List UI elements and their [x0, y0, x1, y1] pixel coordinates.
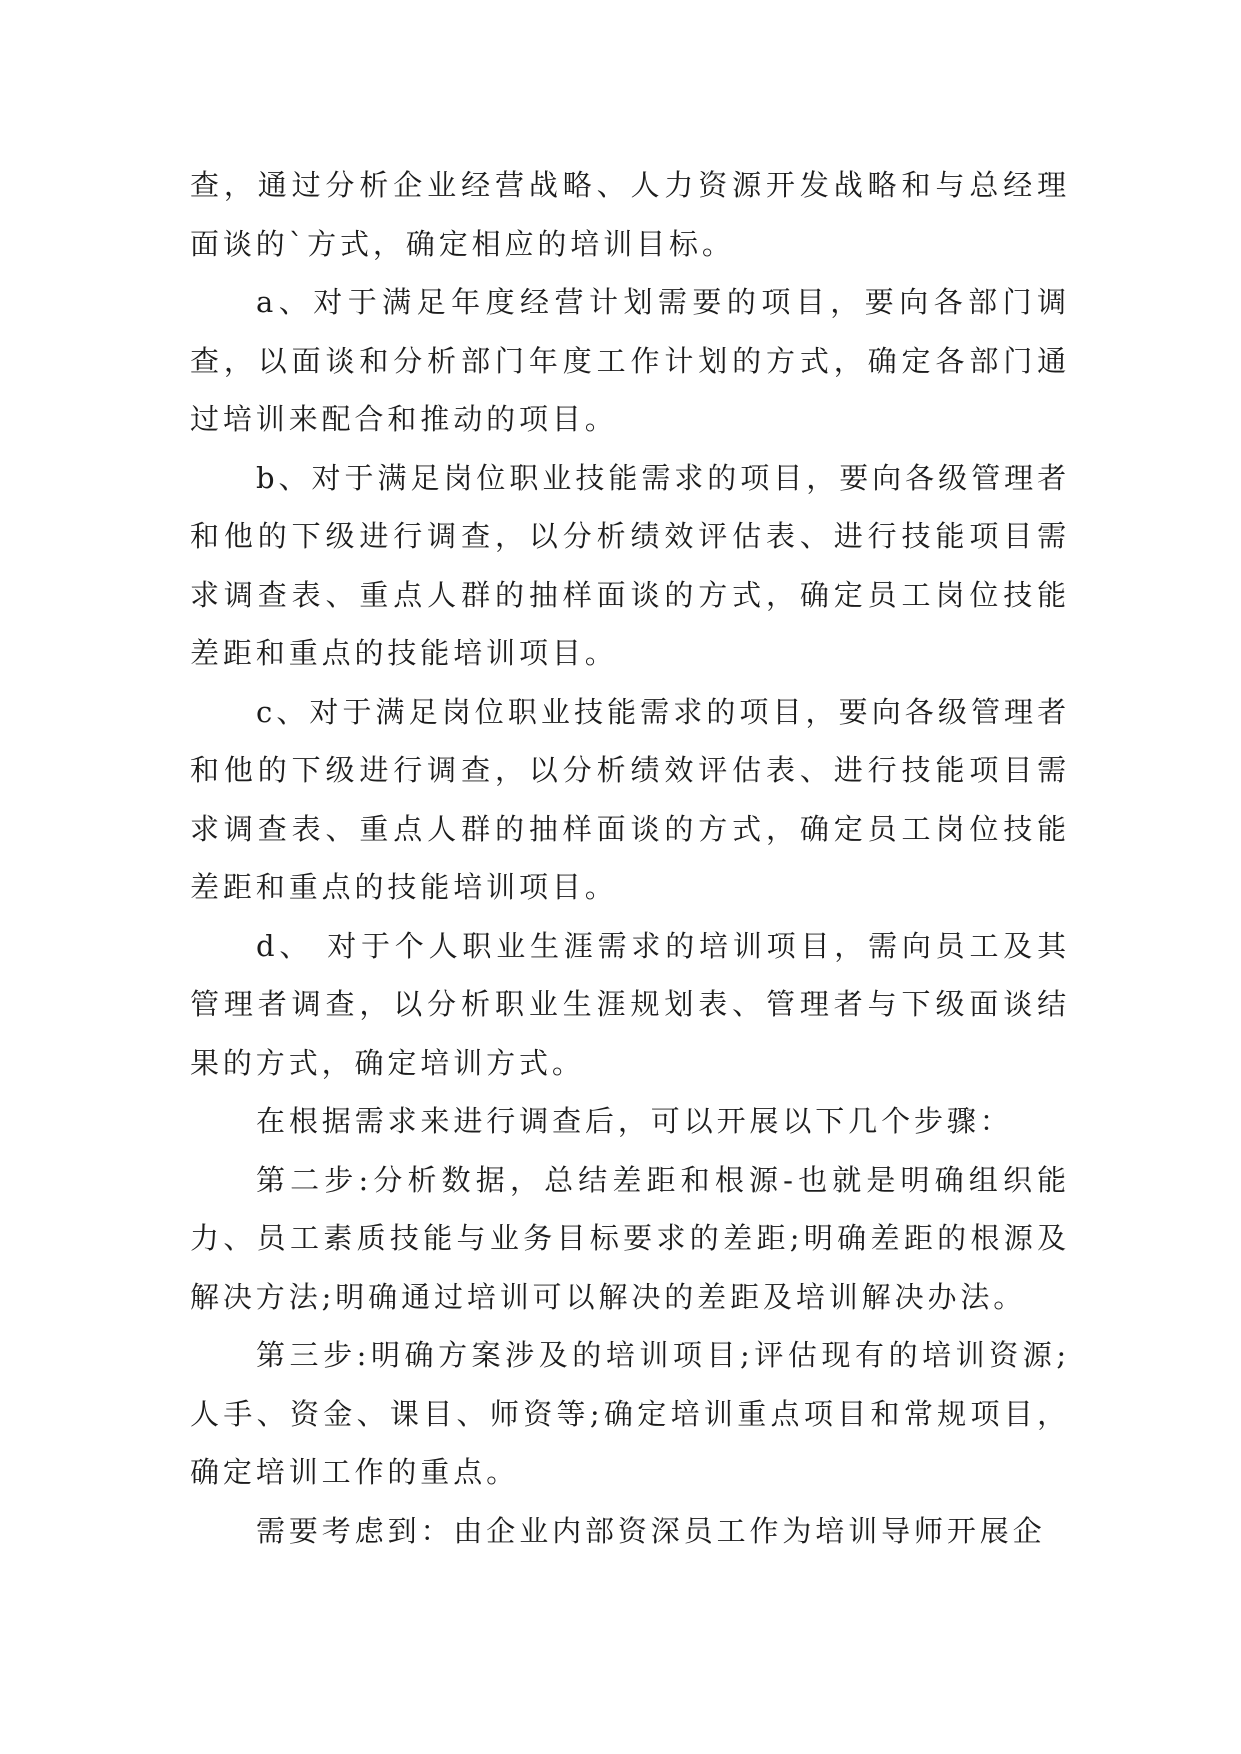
- paragraph-item-b: b、对于满足岗位职业技能需求的项目，要向各级管理者和他的下级进行调查，以分析绩效评估表、进行技能项目需求调查表、重点人群的抽样面谈的方式，确定员工岗位技能差距和重点的技能培训项目。: [190, 460, 1070, 670]
- paragraph-item-d: d、 对于个人职业生涯需求的培训项目，需向员工及其管理者调查，以分析职业生涯规划表、管理者与下级面谈结果的方式，确定培训方式。: [190, 928, 1070, 1080]
- paragraph-item-a: a、对于满足年度经营计划需要的项目，要向各部门调查，以面谈和分析部门年度工作计划的方式，确定各部门通过培训来配合和推动的项目。: [190, 285, 1070, 436]
- paragraph-steps-intro: 在根据需求来进行调查后，可以开展以下几个步骤：: [256, 1104, 1013, 1138]
- paragraph-continuation: 查，通过分析企业经营战略、人力资源开发战略和与总经理面谈的`方式，确定相应的培训目标。: [190, 168, 1070, 261]
- paragraph-considerations: 需要考虑到：由企业内部资深员工作为培训导师开展企: [256, 1513, 1046, 1548]
- paragraph-item-c: c、对于满足岗位职业技能需求的项目，要向各级管理者和他的下级进行调查，以分析绩效评估表、进行技能项目需求调查表、重点人群的抽样面谈的方式，确定员工岗位技能差距和重点的技能培训项目。: [190, 694, 1070, 904]
- paragraph-step-three: 第三步:明确方案涉及的培训项目;评估现有的培训资源;人手、资金、课目、师资等;确定培训重点项目和常规项目，确定培训工作的重点。: [190, 1338, 1070, 1489]
- document-body: [190, 156, 1070, 1560]
- paragraph-step-two: 第二步:分析数据，总结差距和根源-也就是明确组织能力、员工素质技能与业务目标要求的差距;明确差距的根源及解决方法;明确通过培训可以解决的差距及培训解决办法。: [190, 1162, 1070, 1314]
